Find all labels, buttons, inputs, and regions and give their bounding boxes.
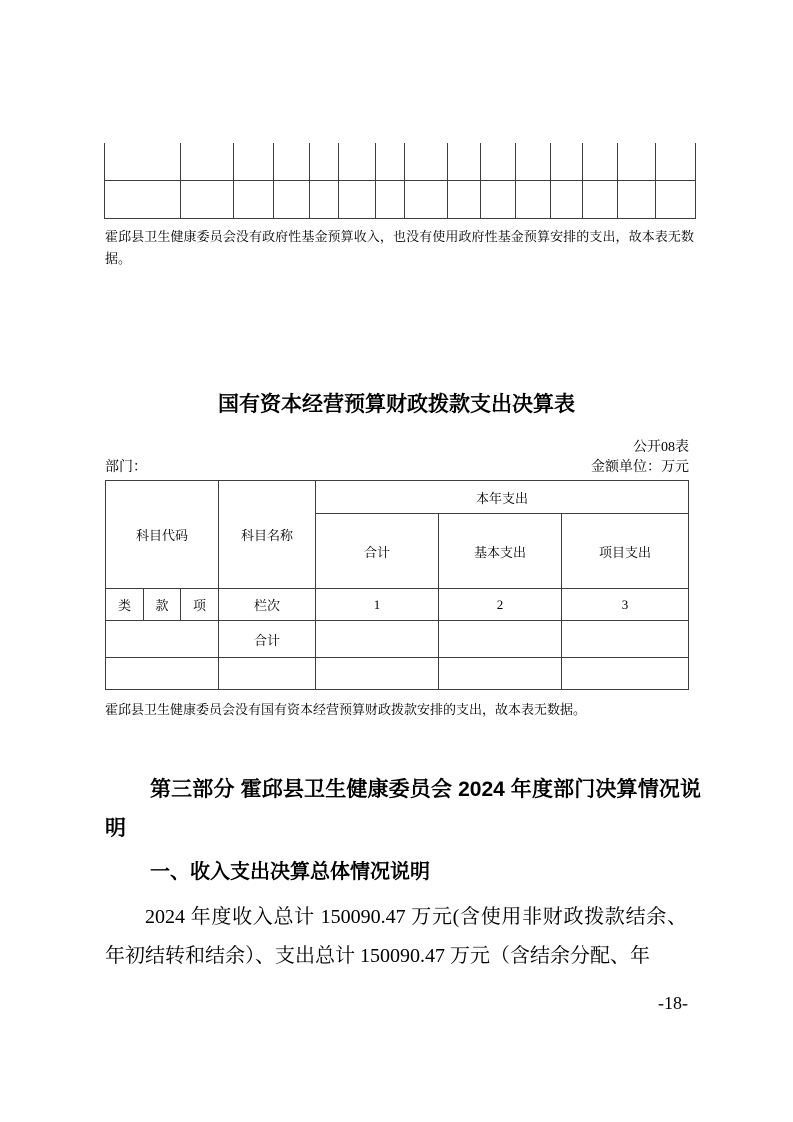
soe-table [105, 480, 689, 690]
header-total: 合计 [316, 514, 439, 589]
gov-fund-table-partial [104, 143, 696, 219]
total-row [106, 621, 689, 658]
table-row [105, 143, 696, 180]
header-project-expenditure: 项目支出 [562, 514, 689, 589]
header-basic-expenditure: 基本支出 [439, 514, 562, 589]
page-number: -18- [658, 993, 688, 1013]
section-three [105, 770, 701, 976]
gov-fund-table-note: 霍邱县卫生健康委员会没有政府性基金预算收入，也没有使用政府性基金预算安排的支出，故本表无数据。 [105, 229, 694, 266]
index-col-3: 3 [562, 589, 689, 621]
unit-label: 金额单位：万元 [591, 460, 689, 475]
section-three-heading: 第三部分 霍邱县卫生健康委员会 2024 年度部门决算情况说明 [105, 778, 701, 840]
table-meta-row [105, 456, 689, 476]
subcol-class: 类 [106, 589, 144, 621]
header-subject-name: 科目名称 [219, 481, 316, 589]
subcol-clause: 款 [144, 589, 181, 621]
header-subject-code: 科目代码 [106, 481, 219, 589]
empty-row [106, 658, 689, 690]
table-row [105, 180, 696, 218]
index-row-label: 栏次 [219, 589, 316, 621]
section-three-subheading: 一、收入支出决算总体情况说明 [150, 861, 430, 883]
header-current-year-expenditure: 本年支出 [316, 481, 689, 514]
section-three-paragraph: 2024 年度收入总计 150090.47 万元(含使用非财政拨款结余、年初结转和结余）、支出总计 150090.47 万元（含结余分配、年 [105, 906, 687, 967]
table-code-label: 公开08表 [633, 440, 689, 455]
column-index-row [106, 589, 689, 621]
soe-table-note: 霍邱县卫生健康委员会没有国有资本经营预算财政拨款安排的支出，故本表无数据。 [105, 702, 587, 717]
total-row-label: 合计 [219, 621, 316, 658]
department-label: 部门： [105, 460, 147, 475]
index-col-1: 1 [316, 589, 439, 621]
index-col-2: 2 [439, 589, 562, 621]
subcol-item: 项 [181, 589, 219, 621]
soe-table-title: 国有资本经营预算财政拨款支出决算表 [218, 393, 575, 416]
table-header-row [106, 481, 689, 514]
